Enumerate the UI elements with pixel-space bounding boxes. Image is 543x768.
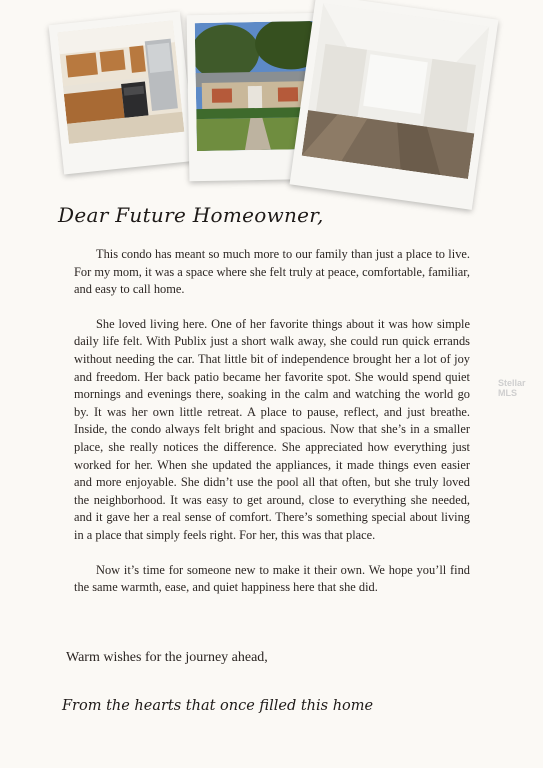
letter-paragraph: Now it’s time for someone new to make it their own. We hope you’ll find the same warmth, ease, and quiet happiness here that she did. (74, 562, 470, 595)
empty-room-photo (290, 0, 499, 210)
letter-paragraph: This condo has meant so much more to our family than just a place to live. For my mom, it was a space where she felt truly at peace, comfortable, familiar, and easy to call home. (74, 247, 470, 297)
letter-heading: Dear Future Homeowner, (58, 203, 324, 227)
letter-closing: Warm wishes for the journey ahead, (66, 650, 268, 665)
kitchen-image (57, 20, 184, 144)
letter-body (74, 246, 470, 614)
watermark: Stellar MLS (498, 378, 526, 398)
room-image (302, 3, 490, 179)
letter-signature: From the hearts that once filled this home (62, 698, 374, 714)
kitchen-photo (49, 12, 196, 175)
letter-paragraph: She loved living here. One of her favorite things about it was how simple daily life felt. With Publix just a short walk away, she could run quick errands without needing the car. That little bit of independence brought her a lot of joy and freedom. Her back patio became her favorite spot. She would spend quiet mornings and evenings there, soaking in the calm and watching the world go by. It was her own little retreat. A place to pause, reflect, and just breathe. Inside, the condo always felt bright and spacious. Now that she’s in a smaller place, she really notices the difference. She appreciated how everything just worked for her. When she updated the appliances, it made things even easier and more enjoyable. She didn’t use the pool all that often, but she truly loved the neighborhood. It was easy to get around, close to everything she needed, and it gave her a real sense of comfort. There’s something special about living in a place that simply feels right. For her, this was that place. (74, 316, 470, 542)
